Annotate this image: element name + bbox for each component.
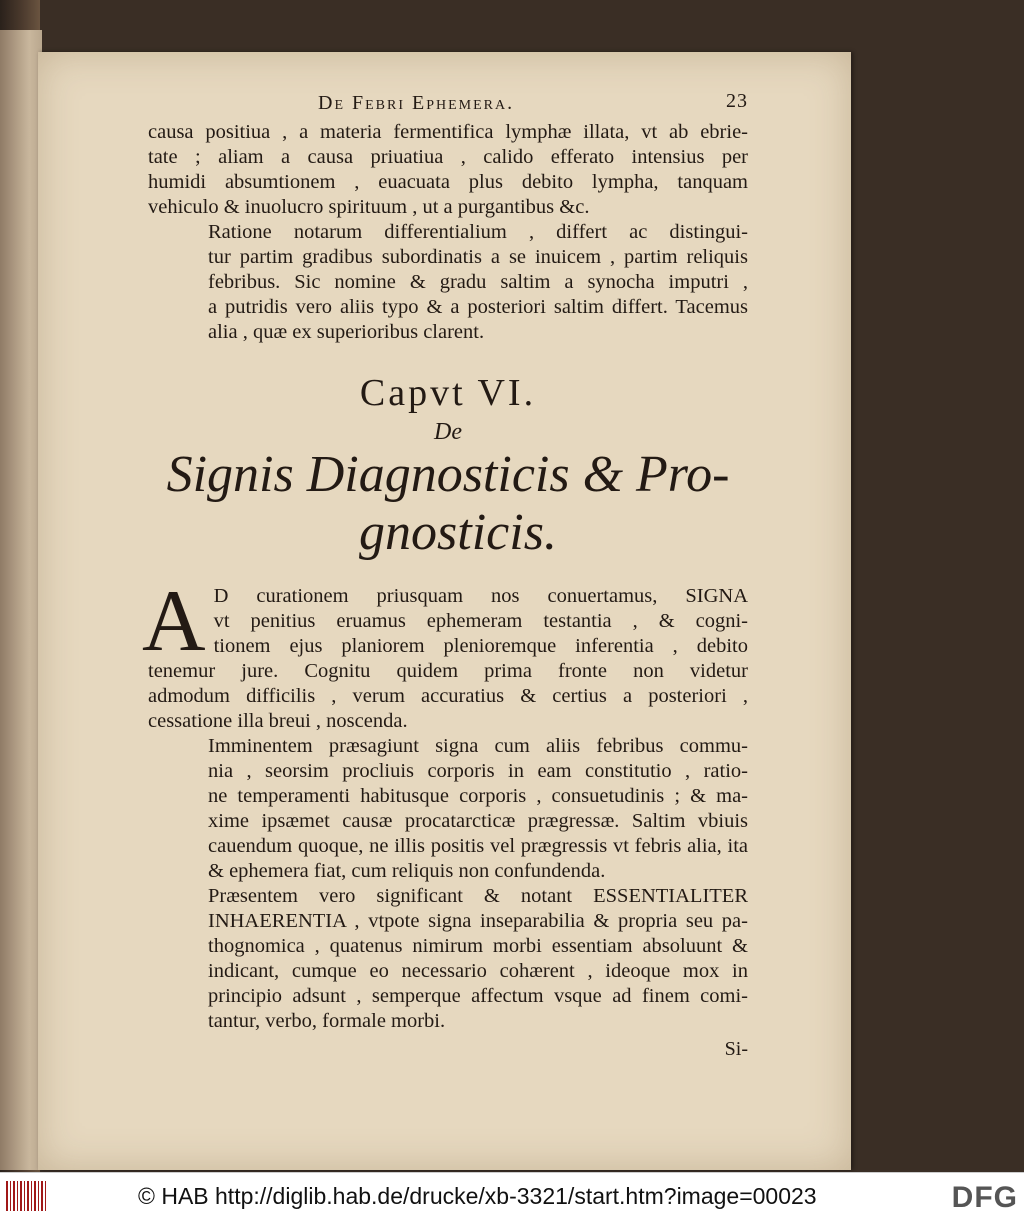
background-right xyxy=(851,52,1024,1170)
text-line: vt penitius eruamus ephemeram testantia , & cogni- xyxy=(213,610,748,632)
chapter-title-line-1: Signis Diagnosticis & Pro- xyxy=(166,446,730,503)
text-line: tenemur jure. Cognitu quidem prima fronte non videtur xyxy=(148,660,748,682)
text-line: tate ; aliam a causa priuatiua , calido efferato intensius per xyxy=(148,146,748,168)
text-line: D curationem priusquam nos conuertamus, SIGNA xyxy=(213,585,748,607)
chapter-title-line-2: gnosticis. xyxy=(359,504,557,561)
text-line: a putridis vero aliis typo & a posteriori saltim differt. Tacemus xyxy=(208,296,748,318)
text-line: tur partim gradibus subordinatis a se inuicem , partim reliquis xyxy=(208,246,748,268)
text-line: principio adsunt , semperque affectum vsque ad finem comi- xyxy=(208,985,748,1007)
text-line: & ephemera fiat, cum reliquis non confundenda. xyxy=(208,860,606,882)
text-line: thognomica , quatenus nimirum morbi essentiam absoluunt & xyxy=(208,935,748,957)
text-line: tantur, verbo, formale morbi. xyxy=(208,1010,446,1032)
running-head xyxy=(148,90,748,120)
page-number: 23 xyxy=(726,90,748,112)
text-line: causa positiua , a materia fermentifica lymphæ illata, vt ab ebrie- xyxy=(148,121,748,143)
text-line: Ratione notarum differentialium , differt ac distingui- xyxy=(208,221,748,243)
paragraph-3 xyxy=(142,573,748,734)
paragraph-2 xyxy=(148,220,748,345)
paragraph-3-text xyxy=(148,584,748,734)
text-line: humidi absumtionem , euacuata plus debito lympha, tanquam xyxy=(148,171,748,193)
text-line: cauendum quoque, ne illis positis vel prægressis vt febris alia, ita xyxy=(208,835,748,857)
viewer-footer xyxy=(0,1172,1024,1219)
text-line: cessatione illa breui , noscenda. xyxy=(148,710,408,732)
paragraph-1 xyxy=(148,120,748,220)
text-line: Præsentem vero significant & notant ESSENTIALITER xyxy=(208,885,748,907)
text-line: ne temperamenti habitusque corporis , consuetudinis ; & ma- xyxy=(208,785,748,807)
text-line: Imminentem præsagiunt signa cum aliis febribus commu- xyxy=(208,735,748,757)
drop-cap: A xyxy=(142,573,206,670)
running-head-title: De Febri Ephemera. xyxy=(318,92,515,114)
text-line: xime ipsæmet causæ procatarcticæ prægressæ. Saltim vbiuis xyxy=(208,810,748,832)
chapter-label: Capvt VI. xyxy=(359,372,537,414)
hab-logo-icon xyxy=(6,1181,46,1211)
text-line: indicant, cumque eo necessario cohærent , ideoque mox in xyxy=(208,960,748,982)
text-line: admodum difficilis , verum accuratius & certius a posteriori , xyxy=(148,685,748,707)
paragraph-5 xyxy=(148,884,748,1034)
text-line: nia , seorsim procliuis corporis in eam constitutio , ratio- xyxy=(208,760,748,782)
dfg-logo: DFG xyxy=(951,1181,1018,1214)
chapter-de: De xyxy=(434,419,462,445)
previous-page-edge xyxy=(0,30,42,1170)
paragraph-4 xyxy=(148,734,748,884)
page-content xyxy=(142,90,748,1061)
text-line: febribus. Sic nomine & gradu saltim a synocha imputri , xyxy=(208,271,748,293)
book-page xyxy=(38,52,851,1170)
text-line: vehiculo & inuolucro spirituum , ut a purgantibus &c. xyxy=(148,196,590,218)
text-line: INHAERENTIA , vtpote signa inseparabilia & propria seu pa- xyxy=(208,910,748,932)
catchword: Si- xyxy=(724,1038,748,1060)
text-line: tionem ejus planiorem plenioremque inferentia , debito xyxy=(213,635,748,657)
text-line: alia , quæ ex superioribus clarent. xyxy=(208,321,485,343)
copyright-link[interactable]: © HAB http://diglib.hab.de/drucke/xb-3321/start.htm?image=00023 xyxy=(138,1183,817,1209)
